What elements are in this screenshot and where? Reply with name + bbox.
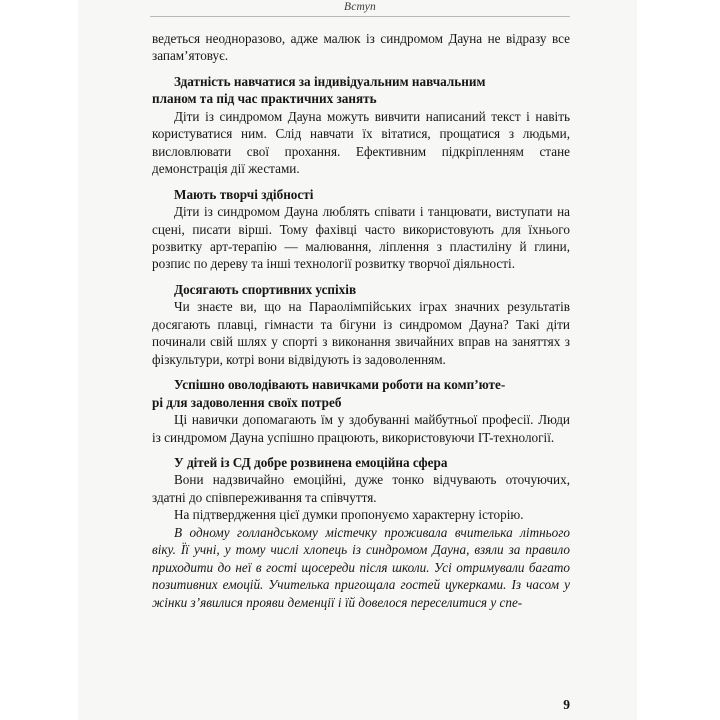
paragraph-emotional-sphere: Вони надзвичайно емоційні, дуже тонко відчувають оточуючих, здатні до співпереживання та співчуття. [152,472,570,505]
paragraph-creative-abilities: Діти із синдромом Дауна люблять співати і танцювати, виступати на сцені, писати вірші. Тому фахівці часто використовують для їхнього розвитку арт-терапію — малювання, ліплення з пластиліну й глини, розпис по дереву та інші технології розвитку творчої діяльності. [152,204,570,272]
paragraph-continued: ведеться неодноразово, адже малюк із синдромом Дауна не відразу все запам’ятовує. [152,31,570,64]
page-number: 9 [563,697,570,712]
section-heading-learning-ability-line2: планом та під час практичних занять [152,91,377,107]
body-text-column [152,30,570,611]
paragraph-sports-success: Чи знаєте ви, що на Параолімпійських іграх значних результатів досягають плавці, гімнасти та бігуни із синдромом Дауна? Такі діти починали свій шлях у спорті з виконання звичайних вправ на заняттях з фізкультури, котрі вони відвідують із задоволенням. [152,299,570,367]
section-heading-computer-skills-line2: рі для задоволення своїх потреб [152,394,342,410]
book-page-sheet [78,0,637,720]
header-rule [150,16,570,17]
paragraph-learning-ability: Діти із синдромом Дауна можуть вивчити написаний текст і навіть користуватися ним. Слід навчати їх вітатися, прощатися з людьми, висловлювати свої прохання. Ефективним підкріпленням стане демонстрація дії жестами. [152,108,570,177]
section-heading-emotional-sphere: У дітей із СД добре розвинена емоційна сфера [174,454,448,470]
paragraph-story-italic: В одному голландському містечку проживала вчителька літнього віку. Її учні, у тому числі хлопець із синдромом Дауна, взяли за правило приходити до неї в гості щосереди після школи. Усі отримували багато позитивних емоцій. Учителька пригощала гостей цукерками. Із часом у жінки з’явилися прояви деменції і їй довелося переселитися у спе- [152,524,570,610]
running-head: Вступ [343,1,376,13]
paragraph-computer-skills: Ці навички допомагають їм у здобуванні майбутньої професії. Люди із синдромом Дауна успішно працюють, використовуючи IT-технології. [152,412,570,445]
paragraph-story-intro: На підтвердження цієї думки пропонуємо характерну історію. [174,507,524,523]
section-heading-computer-skills: Успішно оволодівають навичками роботи на комп’юте- [174,377,506,393]
section-heading-sports-success: Досягають спортивних успіхів [174,281,357,297]
section-heading-creative-abilities: Мають творчі здібності [174,186,314,202]
section-heading-learning-ability: Здатність навчатися за індивідуальним навчальним [174,73,486,89]
